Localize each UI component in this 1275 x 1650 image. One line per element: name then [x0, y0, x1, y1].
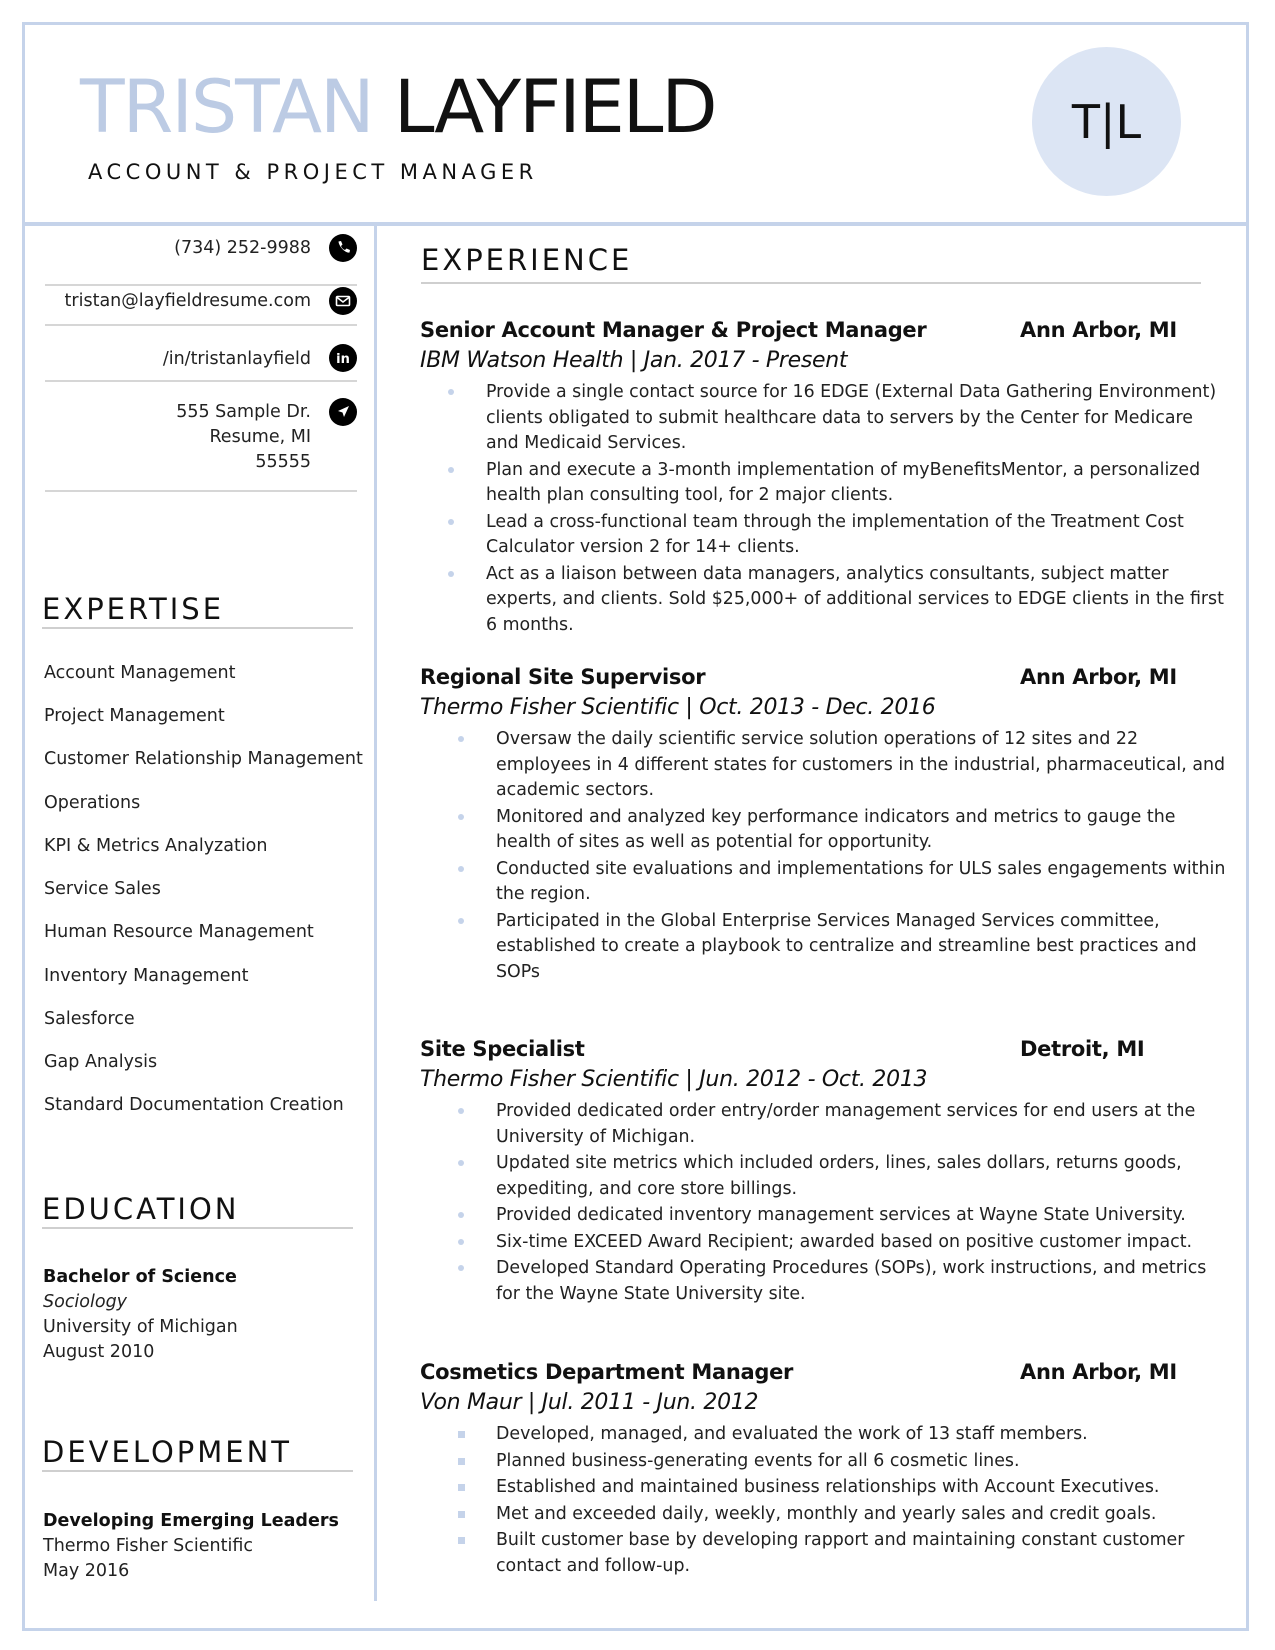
job-bullets: [486, 380, 1231, 639]
address-line-2: Resume, MI: [209, 427, 311, 447]
job-role: Site Specialist: [420, 1037, 585, 1061]
expertise-heading: EXPERTISE: [42, 592, 225, 626]
phone-text: (734) 252-9988: [174, 238, 311, 258]
linkedin-icon: [329, 344, 357, 372]
first-name: TRISTAN: [80, 65, 373, 150]
job-bullet: Plan and execute a 3-month implementation of myBenefitsMentor, a personalized health plan consulting tool, for 2 major clients.: [486, 458, 1231, 509]
education-heading: EDUCATION: [42, 1192, 240, 1226]
major: Sociology: [43, 1292, 128, 1312]
job-company: Thermo Fisher Scientific | Oct. 2013 - Dec. 2016: [420, 695, 936, 720]
job-company: Von Maur | Jul. 2011 - Jun. 2012: [420, 1390, 759, 1415]
program: Developing Emerging Leaders: [43, 1511, 339, 1531]
development-date: May 2016: [43, 1561, 130, 1581]
job-bullet: Planned business-generating events for all 6 cosmetic lines.: [496, 1449, 1196, 1475]
expertise-rule: [42, 627, 353, 629]
job-bullet: Provided dedicated inventory management services at Wayne State University.: [496, 1203, 1231, 1229]
last-name: LAYFIELD: [393, 65, 716, 150]
contact-divider: [45, 324, 357, 326]
job-company: IBM Watson Health | Jan. 2017 - Present: [420, 348, 848, 373]
job-bullet: Provide a single contact source for 16 EDGE (External Data Gathering Environment) clients obligated to submit healthcare data to servers by the Center for Medicare and Medicaid Services.: [486, 380, 1231, 457]
contact-divider: [45, 380, 357, 382]
expertise-item: Account Management: [44, 663, 236, 683]
education-date: August 2010: [43, 1342, 155, 1362]
job-bullet: Participated in the Global Enterprise Services Managed Services committee, established to create a playbook to centralize and streamline best practices and SOPs: [496, 909, 1231, 986]
contact-divider: [45, 490, 357, 492]
job-bullet: Six-time EXCEED Award Recipient; awarded based on positive customer impact.: [496, 1230, 1231, 1256]
development-rule: [42, 1470, 353, 1472]
education-major: [43, 1290, 127, 1315]
email-icon: [329, 287, 357, 315]
education-rule: [42, 1227, 353, 1229]
linkedin-text[interactable]: /in/tristanlayfield: [162, 349, 311, 369]
job-bullet: Monitored and analyzed key performance indicators and metrics to gauge the health of sites as well as potential for opportunity.: [496, 805, 1231, 856]
address-line-3: 55555: [255, 452, 311, 472]
expertise-item: Gap Analysis: [44, 1052, 158, 1072]
development-program: [43, 1509, 339, 1534]
job-bullet: Oversaw the daily scientific service solution operations of 12 sites and 22 employees in 4 different states for customers in the industrial, pharmaceutical, and academic sectors.: [496, 727, 1231, 804]
job-location: Detroit, MI: [1020, 1037, 1145, 1061]
header-divider: [22, 222, 1249, 226]
expertise-item: Standard Documentation Creation: [44, 1095, 344, 1115]
email-text[interactable]: tristan@layfieldresume.com: [64, 291, 311, 311]
job-title: ACCOUNT & PROJECT MANAGER: [88, 160, 538, 184]
job-location: Ann Arbor, MI: [1020, 1360, 1177, 1384]
job-bullet: Established and maintained business relationships with Account Executives.: [496, 1475, 1196, 1501]
job-bullet: Developed, managed, and evaluated the work of 13 staff members.: [496, 1422, 1196, 1448]
phone-icon: [329, 234, 357, 262]
expertise-item: Customer Relationship Management: [44, 749, 363, 769]
job-bullets: [496, 1422, 1196, 1580]
job-bullets: [496, 1099, 1231, 1308]
job-location: Ann Arbor, MI: [1020, 318, 1177, 342]
location-arrow-icon: [329, 398, 357, 426]
expertise-item: Inventory Management: [44, 966, 249, 986]
contact-block: [45, 232, 357, 512]
expertise-item: Human Resource Management: [44, 922, 314, 942]
job-bullets: [496, 727, 1231, 986]
expertise-item: KPI & Metrics Analyzation: [44, 836, 268, 856]
degree: Bachelor of Science: [43, 1267, 237, 1287]
column-divider: [374, 226, 377, 1601]
job-bullet: Conducted site evaluations and implementations for ULS sales engagements within the region.: [496, 857, 1231, 908]
svg-text:in: in: [336, 352, 350, 367]
job-role: Cosmetics Department Manager: [420, 1360, 794, 1384]
job-bullet: Updated site metrics which included orders, lines, sales dollars, returns goods, expediting, and core store billings.: [496, 1151, 1231, 1202]
address-line-1: 555 Sample Dr.: [176, 402, 311, 422]
education-degree: [43, 1265, 237, 1290]
job-location: Ann Arbor, MI: [1020, 665, 1177, 689]
expertise-item: Service Sales: [44, 879, 161, 899]
job-role: Regional Site Supervisor: [420, 665, 706, 689]
job-bullet: Act as a liaison between data managers, analytics consultants, subject matter experts, and clients. Sold $25,000+ of additional services to EDGE clients in the first 6 months.: [486, 562, 1231, 639]
monogram: T|L: [1032, 47, 1181, 196]
job-bullet: Provided dedicated order entry/order management services for end users at the University of Michigan.: [496, 1099, 1231, 1150]
expertise-item: Operations: [44, 793, 141, 813]
job-bullet: Met and exceeded daily, weekly, monthly and yearly sales and credit goals.: [496, 1502, 1196, 1528]
candidate-name: [80, 66, 716, 150]
expertise-item: Project Management: [44, 706, 225, 726]
experience-rule: [421, 282, 1201, 284]
experience-heading: EXPERIENCE: [421, 243, 633, 277]
job-bullet: Developed Standard Operating Procedures (SOPs), work instructions, and metrics for the Wayne State University site.: [496, 1256, 1231, 1307]
job-role: Senior Account Manager & Project Manager: [420, 318, 927, 342]
expertise-item: Salesforce: [44, 1009, 135, 1029]
job-bullet: Built customer base by developing rapport and maintaining constant customer contact and follow-up.: [496, 1528, 1196, 1579]
education-school: University of Michigan: [43, 1317, 238, 1337]
development-heading: DEVELOPMENT: [42, 1435, 293, 1469]
job-bullet: Lead a cross-functional team through the implementation of the Treatment Cost Calculator version 2 for 14+ clients.: [486, 510, 1231, 561]
job-company: Thermo Fisher Scientific | Jun. 2012 - Oct. 2013: [420, 1067, 928, 1092]
contact-divider: [45, 284, 357, 286]
development-org: Thermo Fisher Scientific: [43, 1536, 253, 1556]
